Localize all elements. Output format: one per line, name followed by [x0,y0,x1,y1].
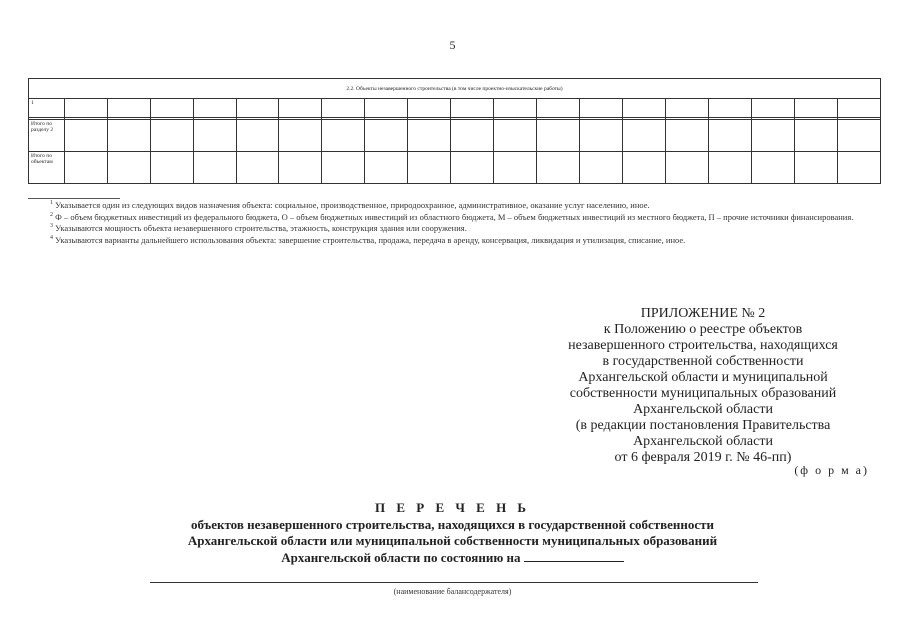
section-heading-cell: 2.2. Объекты незавершенного строительства (в том числе проектно-изыскательские работы) [29,79,881,99]
footnotes [28,198,878,246]
footnote-3: $^3$ Указываются мощность объекта незавершенного строительства, этажность, конструкция здания или сооружения. [50,223,467,233]
footnote-2: $^2$ Ф – объем бюджетных инвестиций из федерального бюджета, О – объем бюджетных инвестиций из областного бюджета, М – объем бюджетных инвестиций из местного бюджета, П – прочие источники финансирования. [50,211,854,222]
total-objects-cell: Итого по объектам [29,152,65,184]
appendix-line: в государственной собственности [602,354,804,369]
appendix-block [520,306,886,466]
subtitle-line-3: Архангельской области по состоянию на [0,549,905,566]
appendix-line: к Положению о реестре объектов [603,322,803,337]
appendix-line: Архангельской области и муниципальной [578,370,828,385]
document-subtitle [0,517,905,566]
appendix-heading: ПРИЛОЖЕНИЕ № 2 [640,306,766,321]
footnote-1: $^1$ Указывается один из следующих видов назначения объекта: социальное, производственное, природоохранное, административное, оказание услуг населению, иное. [50,200,650,210]
appendix-line: Архангельской области [633,402,773,417]
page-number: 5 [449,38,456,52]
form-label: (ф о р м а) [794,463,869,477]
subtitle-line-2: Архангельской области или муниципальной собственности муниципальных образований [187,533,718,548]
subtitle-line-1: объектов незавершенного строительства, находящихся в государственной собственности [190,517,715,532]
appendix-line: (в редакции постановления Правительства [575,418,831,433]
document-title: П Е Р Е Ч Е Н Ь [374,500,531,515]
table-row [29,152,881,184]
total-by-section-cell: Итого по разделу 2 [29,120,65,152]
objects-table [28,78,881,184]
date-blank-field [524,549,624,562]
footnote-4: $^4$ Указываются варианты дальнейшего использования объекта: завершение строительства, продажа, передача в аренду, консервация, ликвидация и утилизация, списание, иное. [50,234,686,245]
appendix-line: от 6 февраля 2019 г. № 46-пп) [614,450,792,465]
balance-holder-line [150,582,758,583]
table-row [29,99,881,118]
appendix-line: собственности муниципальных образований [569,386,837,401]
balance-holder-caption: (наименование балансодержателя) [393,587,512,596]
row-number-cell: 1 [29,99,65,118]
footnote-divider [28,198,120,199]
table-row [29,120,881,152]
appendix-line: Архангельской области [633,434,773,449]
appendix-line: незавершенного строительства, находящихся [568,338,838,353]
